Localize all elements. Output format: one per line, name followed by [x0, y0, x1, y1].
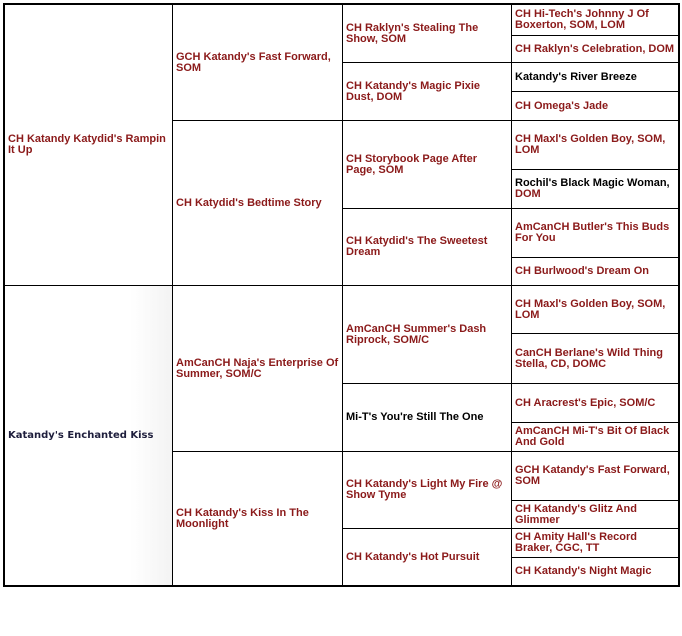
gen4-1[interactable] [512, 5, 678, 36]
gen1-sire[interactable] [5, 5, 173, 286]
gen4-9-name: CH Maxl's Golden Boy, SOM, LOM [515, 297, 666, 321]
gen4-16[interactable] [512, 558, 678, 585]
gen1-dam[interactable] [5, 286, 173, 585]
gen4-7[interactable] [512, 209, 678, 258]
gen3-dsd[interactable] [343, 384, 512, 452]
gen3-ssd-name: CH Katandy's Magic Pixie Dust, DOM [346, 79, 481, 103]
gen3-dss-name: AmCanCH Summer's Dash Riprock, SOM/C [346, 322, 487, 346]
gen4-6-name-suffix: DOM [515, 188, 541, 200]
gen4-3-name: Katandy's River Breeze [515, 70, 637, 83]
gen3-sds[interactable] [343, 121, 512, 209]
gen4-8-name: CH Burlwood's Dream On [515, 265, 650, 277]
gen3-dds[interactable] [343, 452, 512, 529]
pedigree-table [3, 3, 680, 587]
gen4-4[interactable] [512, 92, 678, 121]
gen3-sds-name: CH Storybook Page After Page, SOM [346, 152, 478, 176]
gen4-4-name: CH Omega's Jade [515, 99, 609, 112]
gen3-ddd-name: CH Katandy's Hot Pursuit [346, 550, 480, 563]
gen4-5-name: CH Maxl's Golden Boy, SOM, LOM [515, 133, 666, 156]
gen4-11[interactable] [512, 384, 678, 423]
gen3-dsd-name: Mi-T's You're Still The One [346, 411, 484, 423]
gen4-6-name [515, 178, 675, 200]
gen3-dss[interactable] [343, 286, 512, 384]
gen4-6-name-main: Rochil's Black Magic Woman, [515, 177, 670, 189]
gen4-16-name: CH Katandy's Night Magic [515, 565, 652, 577]
gen4-10-name: CanCH Berlane's Wild Thing Stella, CD, DOMC [515, 346, 663, 370]
gen4-8[interactable] [512, 258, 678, 286]
gen4-14-name: CH Katandy's Glitz And Glimmer [515, 502, 637, 526]
gen4-2[interactable] [512, 36, 678, 63]
gen3-sss[interactable] [343, 5, 512, 63]
gen4-15-name: CH Amity Hall's Record Braker, CGC, TT [515, 531, 638, 554]
gen3-ddd[interactable] [343, 529, 512, 585]
gen2-sd-name: CH Katydid's Bedtime Story [176, 196, 322, 209]
gen1-sire-name: CH Katandy Katydid's Rampin It Up [8, 133, 166, 156]
gen3-sdd[interactable] [343, 209, 512, 286]
gen3-ssd[interactable] [343, 63, 512, 121]
gen4-5[interactable] [512, 121, 678, 170]
gen3-dds-name: CH Katandy's Light My Fire @ Show Tyme [346, 478, 503, 501]
gen2-ds-name: AmCanCH Naja's Enterprise Of Summer, SOM/C [176, 356, 339, 380]
gen4-12[interactable] [512, 423, 678, 452]
gen4-9[interactable] [512, 286, 678, 334]
gen4-3[interactable] [512, 63, 678, 92]
gen4-12-name: AmCanCH Mi-T's Bit Of Black And Gold [515, 425, 670, 448]
gen4-11-name: CH Aracrest's Epic, SOM/C [515, 396, 656, 409]
gen4-7-name: AmCanCH Butler's This Buds For You [515, 221, 670, 244]
gen4-13[interactable] [512, 452, 678, 501]
gen4-1-name: CH Hi-Tech's Johnny J Of Boxerton, SOM, LOM [515, 8, 649, 31]
gen1-dam-name: Katandy's Enchanted Kiss [8, 430, 154, 441]
gen2-ss-name: GCH Katandy's Fast Forward, SOM [176, 50, 331, 74]
gen2-ss[interactable] [173, 5, 343, 121]
gen2-dd[interactable] [173, 452, 343, 585]
gen3-sdd-name: CH Katydid's The Sweetest Dream [346, 235, 488, 258]
gen4-13-name: GCH Katandy's Fast Forward, SOM [515, 464, 670, 487]
gen2-dd-name: CH Katandy's Kiss In The Moonlight [176, 506, 309, 530]
gen2-ds[interactable] [173, 286, 343, 452]
gen4-2-name: CH Raklyn's Celebration, DOM [515, 42, 675, 55]
gen4-14[interactable] [512, 501, 678, 529]
gen4-6[interactable] [512, 170, 678, 209]
gen4-15[interactable] [512, 529, 678, 558]
gen4-10[interactable] [512, 334, 678, 384]
gen2-sd[interactable] [173, 121, 343, 286]
gen3-sss-name: CH Raklyn's Stealing The Show, SOM [346, 21, 479, 45]
